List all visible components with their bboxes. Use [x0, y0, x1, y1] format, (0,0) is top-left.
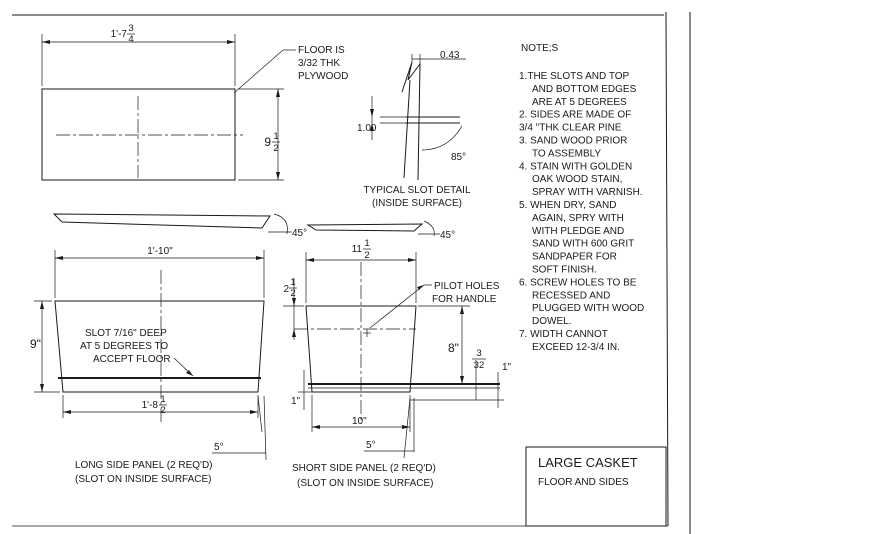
note-line: EXCEED 12-3/4 IN. — [532, 341, 620, 353]
short-height-dim: 8" — [448, 341, 459, 355]
slot-caption-2: (INSIDE SURFACE) — [371, 198, 463, 209]
bevel-views — [54, 214, 455, 241]
svg-text:32: 32 — [473, 360, 485, 371]
svg-text:3: 3 — [128, 23, 134, 34]
svg-text:PLYWOOD: PLYWOOD — [298, 71, 349, 82]
slot-angle: 85° — [451, 152, 467, 163]
svg-text:PILOT HOLES: PILOT HOLES — [434, 281, 500, 292]
short-slot-thk — [472, 348, 486, 371]
long-slot-note — [80, 328, 171, 365]
note-line: OAK WOOD STAIN, — [532, 174, 623, 186]
note-line: 3/4 "THK CLEAR PINE — [519, 122, 622, 134]
note-line: AND BOTTOM EDGES — [532, 83, 637, 95]
slot-detail — [357, 50, 471, 209]
note-line: SANDPAPER FOR — [532, 251, 617, 263]
floor-outline — [42, 89, 235, 180]
slot-caption-1: TYPICAL SLOT DETAIL — [363, 185, 471, 196]
svg-text:2: 2 — [160, 405, 166, 416]
long-caption-1: LONG SIDE PANEL (2 REQ'D) — [75, 460, 213, 471]
floor-callout — [298, 45, 348, 82]
svg-text:FLOOR IS: FLOOR IS — [298, 45, 345, 56]
long-bottom-dim — [142, 394, 167, 416]
short-left-dim: 1" — [291, 396, 301, 407]
short-side-panel — [283, 238, 512, 489]
svg-text:2: 2 — [273, 143, 279, 154]
note-line: WITH PLEDGE AND — [532, 225, 625, 237]
svg-text:2: 2 — [364, 250, 370, 261]
short-edge-dim: 1" — [502, 362, 512, 373]
note-line: PLUGGED WITH WOOD — [532, 303, 645, 315]
long-caption-2: (SLOT ON INSIDE SURFACE) — [75, 474, 212, 485]
svg-text:1: 1 — [290, 277, 296, 288]
note-line: TO ASSEMBLY — [532, 148, 602, 160]
short-bottom-dim: 10" — [352, 416, 367, 427]
drawing-title: LARGE CASKET — [538, 455, 638, 470]
note-line: SAND WITH 600 GRIT — [532, 238, 635, 250]
svg-text:4: 4 — [128, 34, 134, 45]
notes-block — [519, 43, 644, 353]
note-line: 7. WIDTH CANNOT — [519, 329, 608, 340]
notes-heading: NOTE;S — [521, 43, 559, 54]
short-angle-dim: 5° — [366, 440, 376, 451]
note-line: DOWEL. — [532, 316, 572, 328]
slot-top-dim: 0.43 — [440, 50, 460, 61]
pilot-hole-marks — [363, 329, 371, 337]
long-bevel-edge — [54, 214, 270, 228]
long-angle-dim: 5° — [214, 442, 224, 453]
long-bevel-angle: 45° — [292, 228, 308, 239]
svg-text:9: 9 — [264, 135, 271, 149]
note-line: SOFT FINISH. — [532, 264, 597, 276]
short-caption-1: SHORT SIDE PANEL (2 REQ'D) — [292, 463, 436, 474]
floor-view — [42, 23, 348, 180]
note-line: 1.THE SLOTS AND TOP — [519, 71, 630, 82]
slot-side-dim: 1.00 — [357, 123, 377, 134]
note-line: 2. SIDES ARE MADE OF — [519, 109, 632, 121]
short-bevel-angle: 45° — [440, 230, 456, 241]
short-bevel-edge — [308, 224, 422, 231]
short-caption-2: (SLOT ON INSIDE SURFACE) — [297, 478, 434, 489]
svg-text:1: 1 — [364, 238, 370, 249]
svg-text:2: 2 — [283, 284, 289, 295]
note-line: 6. SCREW HOLES TO BE — [519, 277, 637, 289]
svg-text:SLOT 7/16" DEEP: SLOT 7/16" DEEP — [85, 328, 167, 339]
note-line: ARE AT 5 DEGREES — [532, 96, 627, 108]
long-top-dim: 1'-10" — [147, 246, 173, 257]
svg-text:AT 5 DEGREES TO: AT 5 DEGREES TO — [80, 341, 169, 352]
short-top-dim — [352, 238, 371, 261]
svg-text:1'-8: 1'-8 — [141, 400, 158, 411]
note-line: RECESSED AND — [532, 290, 611, 302]
drawing-subtitle: FLOOR AND SIDES — [538, 477, 629, 488]
svg-text:1'-7: 1'-7 — [110, 29, 127, 40]
note-line: AGAIN, SPRY WITH — [532, 212, 624, 224]
floor-height-label — [264, 131, 280, 154]
svg-text:3: 3 — [476, 348, 482, 359]
svg-text:1: 1 — [273, 131, 279, 142]
svg-text:2: 2 — [290, 288, 296, 299]
svg-text:1: 1 — [160, 394, 166, 405]
pilot-note — [432, 281, 500, 305]
svg-text:FOR HANDLE: FOR HANDLE — [432, 294, 497, 305]
svg-text:3/32 THK: 3/32 THK — [298, 58, 341, 69]
title-block — [526, 447, 666, 526]
long-side-panel — [30, 246, 266, 485]
svg-text:ACCEPT FLOOR: ACCEPT FLOOR — [93, 354, 171, 365]
svg-text:11: 11 — [351, 244, 362, 255]
note-line: 5. WHEN DRY, SAND — [519, 200, 617, 211]
note-line: SPRAY WITH VARNISH. — [532, 187, 643, 199]
short-hole-dim — [283, 277, 297, 299]
long-height-dim: 9" — [30, 337, 41, 351]
note-line: 3. SAND WOOD PRIOR — [519, 135, 628, 147]
note-line: 4. STAIN WITH GOLDEN — [519, 161, 633, 173]
